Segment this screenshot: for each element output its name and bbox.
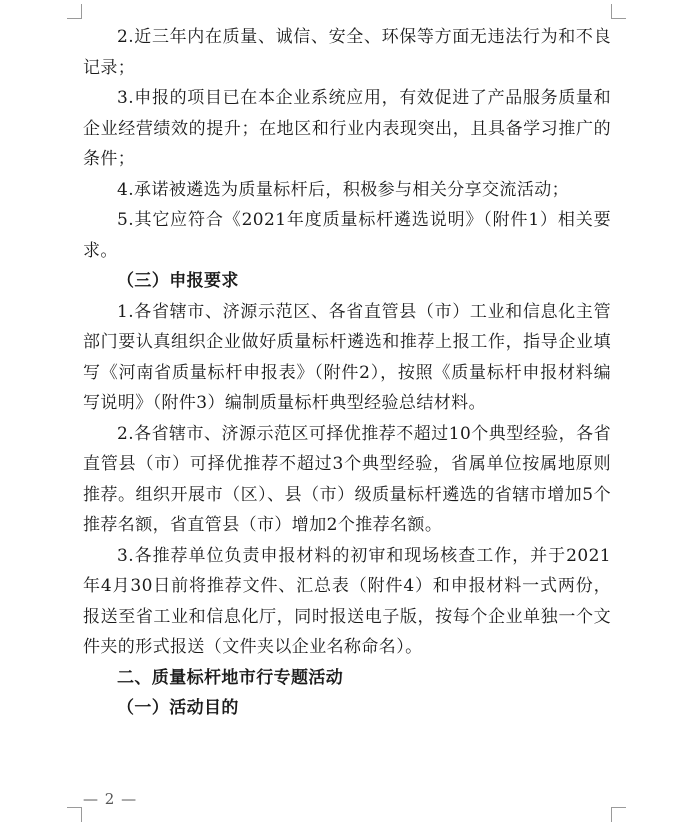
document-body bbox=[83, 22, 611, 724]
subsection-heading-activity-purpose: （一）活动目的 bbox=[117, 698, 239, 718]
crop-mark-top-left bbox=[67, 4, 82, 19]
crop-mark-bottom-left bbox=[67, 807, 82, 822]
crop-mark-top-right bbox=[611, 4, 626, 19]
section-heading-city-tour-activity: 二、质量标杆地市行专题活动 bbox=[117, 667, 344, 688]
page-number: — 2 — bbox=[83, 790, 138, 808]
criteria-item-2: 2.近三年内在质量、诚信、安全、环保等方面无违法行为和不良记录； bbox=[83, 27, 611, 78]
requirement-item-2: 2.各省辖市、济源示范区可择优推荐不超过10个典型经验，各省直管县（市）可择优推荐不超过3个典型经验，省属单位按属地原则推荐。组织开展市（区）、县（市）级质量标杆遴选的省辖市增加5个推荐名额，省直管县（市）增加2个推荐名额。 bbox=[83, 423, 611, 535]
section-heading-application-requirements: （三）申报要求 bbox=[117, 271, 239, 291]
criteria-item-4: 4.承诺被遴选为质量标杆后，积极参与相关分享交流活动； bbox=[117, 179, 570, 200]
criteria-item-5: 5.其它应符合《2021年度质量标杆遴选说明》（附件1）相关要求。 bbox=[83, 210, 611, 261]
criteria-item-3: 3.申报的项目已在本企业系统应用，有效促进了产品服务质量和企业经营绩效的提升；在地区和行业内表现突出，且具备学习推广的条件； bbox=[83, 88, 611, 169]
crop-mark-bottom-right bbox=[611, 807, 626, 822]
requirement-item-3: 3.各推荐单位负责申报材料的初审和现场核查工作，并于2021年4月30日前将推荐文件、汇总表（附件4）和申报材料一式两份，报送至省工业和信息化厅，同时报送电子版，按每个企业单独一个文件夹的形式报送（文件夹以企业名称命名）。 bbox=[83, 545, 611, 657]
requirement-item-1: 1.各省辖市、济源示范区、各省直管县（市）工业和信息化主管部门要认真组织企业做好质量标杆遴选和推荐上报工作，指导企业填写《河南省质量标杆申报表》（附件2），按照《质量标杆申报材料编写说明》（附件3）编制质量标杆典型经验总结材料。 bbox=[83, 301, 611, 413]
